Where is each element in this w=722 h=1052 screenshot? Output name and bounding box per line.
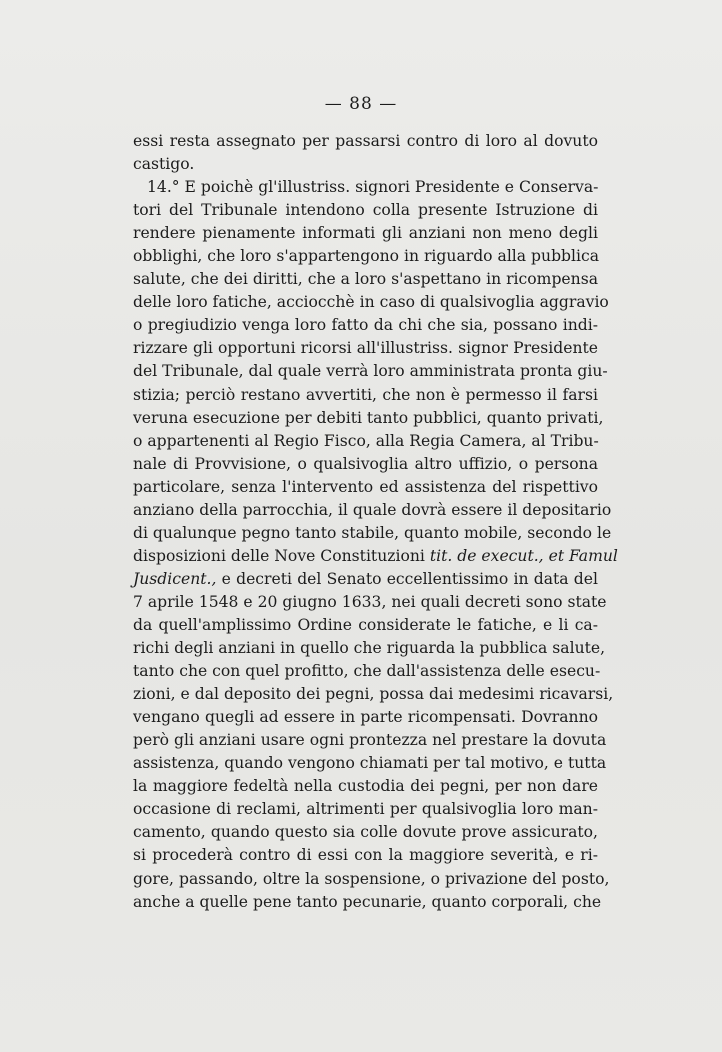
text-line: anche a quelle pene tanto pecunarie, quanto corporali, che (133, 892, 602, 911)
text-line: o pregiudizio venga loro fatto da chi che sia, possano indi- (133, 316, 598, 335)
text-line: camento, quando questo sia colle dovute prove assicurato, (133, 823, 598, 842)
text-line: nale di Provvisione, o qualsivoglia altro uffizio, o persona (133, 454, 598, 473)
text-line: vengano quegli ad essere in parte ricompensati. Dovranno (133, 708, 598, 727)
text-line (133, 568, 598, 591)
text-line: 7 aprile 1548 e 20 giugno 1633, nei quali decreti sono state (133, 592, 607, 611)
italic-word: Jusdicent., (133, 569, 217, 588)
body-text (133, 130, 618, 914)
text-line: tori del Tribunale intendono colla presente Istruzione di (133, 201, 598, 220)
italic-citation: tit. de execut., et Famul (429, 546, 618, 565)
text-line-with-italic (133, 545, 618, 568)
text-line: o appartenenti al Regio Fisco, alla Regia Camera, al Tribu- (133, 431, 599, 450)
text-line: di qualunque pegno tanto stabile, quanto mobile, secondo le (133, 523, 612, 542)
text-line: da quell'amplissimo Ordine considerate le fatiche, e li ca- (133, 615, 598, 634)
text-line: del Tribunale, dal quale verrà loro amministrata pronta giu- (133, 362, 608, 381)
text-line: obblighi, che loro s'appartengono in riguardo alla pubblica (133, 247, 600, 266)
page-number: — 88 — (324, 94, 398, 114)
text-line: 14.° E poichè gl'illustriss. signori Presidente e Conserva- (147, 178, 599, 197)
text-line: stizia; perciò restano avvertiti, che non è permesso il farsi (133, 385, 598, 404)
text-line: gore, passando, oltre la sospensione, o privazione del posto, (133, 869, 610, 888)
text-line: veruna esecuzione per debiti tanto pubblici, quanto privati, (133, 408, 604, 427)
text-line: salute, che dei diritti, che a loro s'aspettano in ricompensa (133, 270, 598, 289)
text-line: particolare, senza l'intervento ed assistenza del rispettivo (133, 477, 598, 496)
text-line: assistenza, quando vengono chiamati per tal motivo, e tutta (133, 754, 607, 773)
text-line-roman: disposizioni delle Nove Constituzioni (133, 546, 425, 565)
text-line: occasione di reclami, altrimenti per qualsivoglia loro man- (133, 800, 598, 819)
text-line: essi resta assegnato per passarsi contro di loro al dovuto (133, 132, 598, 150)
text-line: castigo. (133, 155, 195, 174)
text-line: delle loro fatiche, acciocchè in caso di qualsivoglia aggravio (133, 293, 609, 312)
text-line: tanto che con quel profitto, che dall'assistenza delle esecu- (133, 662, 601, 681)
text-line: rendere pienamente informati gli anziani non meno degli (133, 224, 598, 243)
text-line: rizzare gli opportuni ricorsi all'illustriss. signor Presidente (133, 339, 598, 358)
text-line: zioni, e dal deposito dei pegni, possa dai medesimi ricavarsi, (133, 685, 614, 704)
text-line: si procederà contro di essi con la maggiore severità, e ri- (133, 846, 598, 865)
text-line: anziano della parrocchia, il quale dovrà essere il depositario (133, 500, 612, 519)
text-line: la maggiore fedeltà nella custodia dei pegni, per non dare (133, 777, 598, 796)
text-line: richi degli anziani in quello che riguarda la pubblica salute, (133, 639, 606, 658)
text-line-roman: e decreti del Senato eccellentissimo in data del (216, 569, 598, 588)
text-line: però gli anziani usare ogni prontezza nel prestare la dovuta (133, 731, 607, 750)
